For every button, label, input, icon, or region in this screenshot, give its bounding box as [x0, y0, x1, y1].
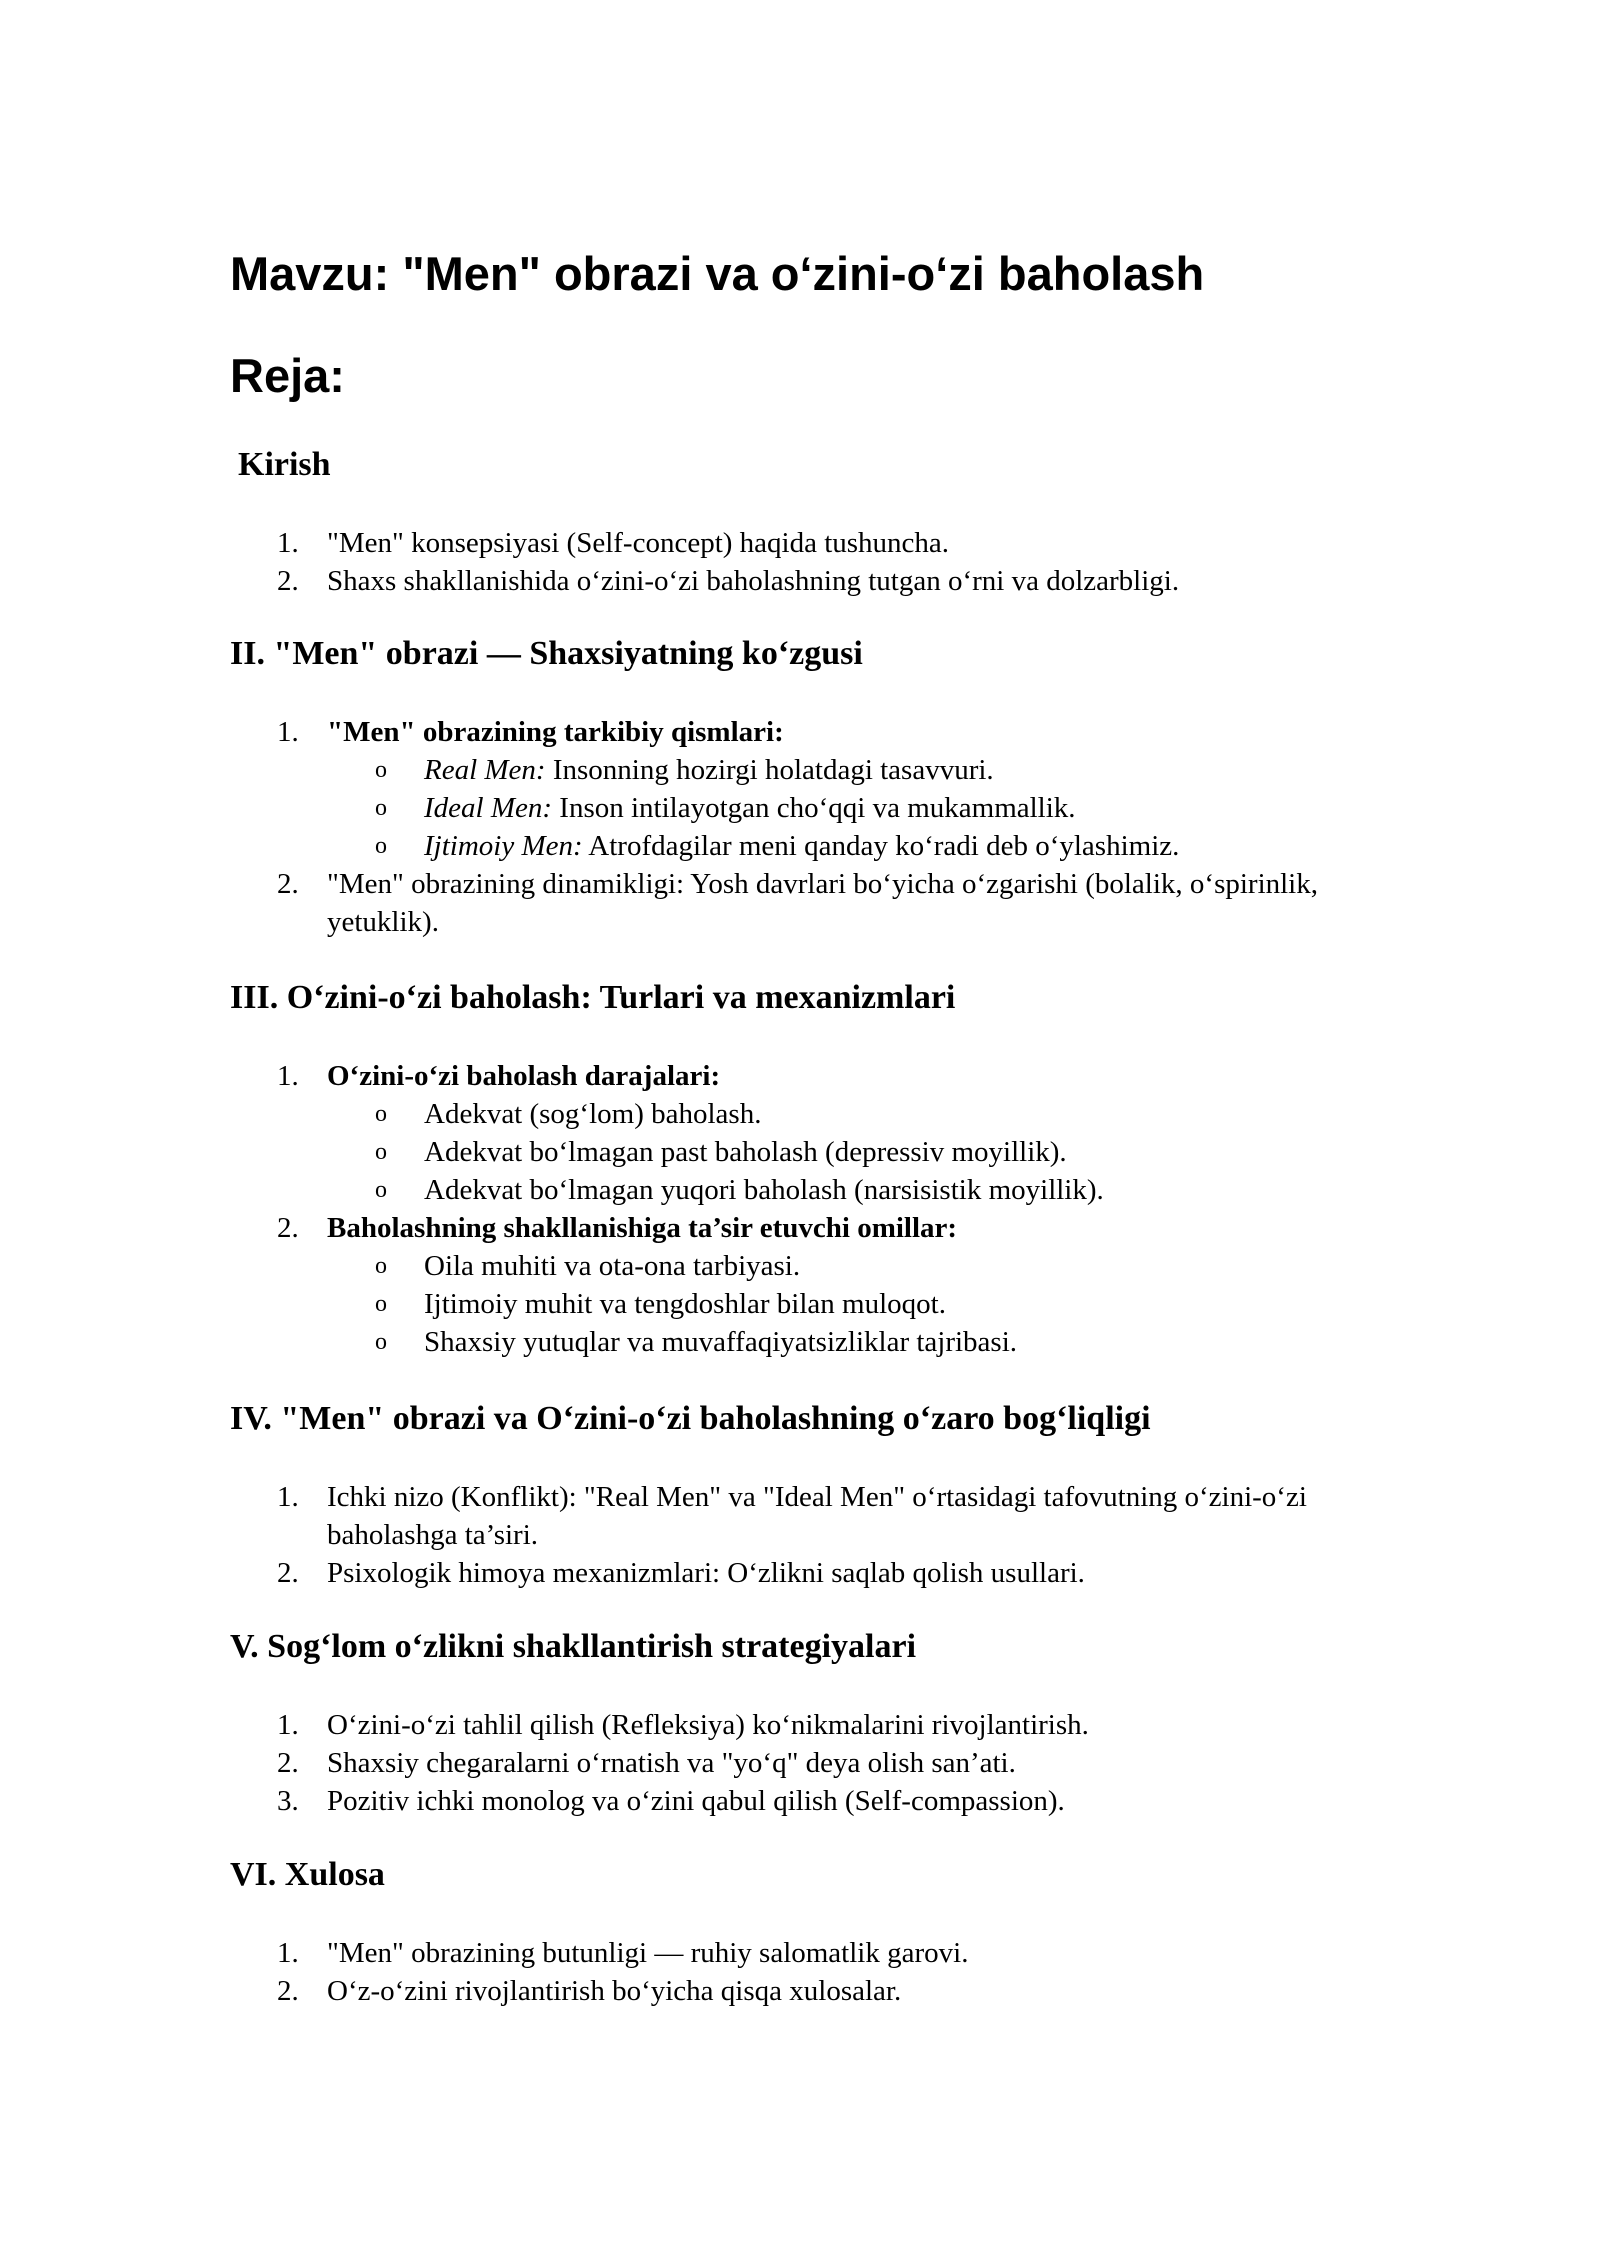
item-text: O‘zini-o‘zi tahlil qilish (Refleksiya) ko‘nikmalarini rivojlantirish.	[327, 1709, 1089, 1741]
item-text: "Men" konsepsiyasi (Self-concept) haqida tushuncha.	[327, 527, 950, 559]
section-heading-2: II. "Men" obrazi — Shaxsiyatning ko‘zgusi	[230, 635, 863, 672]
sub-item-text: Adekvat (sog‘lom) baholash.	[424, 1098, 762, 1130]
sub-item	[0, 1095, 1600, 1133]
list-item	[0, 1782, 1600, 1820]
item-number: 2.	[277, 565, 299, 597]
list-item	[0, 713, 1600, 751]
item-number: 2.	[277, 1975, 299, 2007]
section-3-list	[0, 1057, 1600, 1361]
item-number: 1.	[277, 1481, 299, 1513]
item-text: Shaxs shakllanishida o‘zini-o‘zi baholashning tutgan o‘rni va dolzarbligi.	[327, 565, 1180, 597]
list-item	[0, 562, 1600, 600]
item-text: "Men" obrazining butunligi — ruhiy salomatlik garovi.	[327, 1937, 969, 1969]
term: Ijtimoiy Men:	[424, 830, 583, 862]
item-number: 1.	[277, 1709, 299, 1741]
section-4-list	[0, 1478, 1600, 1592]
list-item	[0, 1744, 1600, 1782]
list-item	[0, 1554, 1600, 1592]
list-item-continuation	[0, 903, 1600, 941]
bullet: o	[375, 757, 387, 783]
bullet: o	[375, 1329, 387, 1355]
sub-item	[0, 1133, 1600, 1171]
sub-item	[0, 751, 1600, 789]
section-5-list	[0, 1706, 1600, 1820]
bullet: o	[375, 795, 387, 821]
item-text: Shaxsiy chegaralarni o‘rnatish va "yo‘q" deya olish san’ati.	[327, 1747, 1016, 1779]
section-heading-intro: Kirish	[238, 446, 331, 483]
item-number: 2.	[277, 1747, 299, 1779]
section-heading-5: V. Sog‘lom o‘zlikni shakllantirish strategiyalari	[230, 1628, 917, 1665]
bullet: o	[375, 1291, 387, 1317]
sub-item	[0, 1171, 1600, 1209]
section-6-list	[0, 1934, 1600, 2010]
section-heading-6: VI. Xulosa	[230, 1856, 385, 1893]
bullet: o	[375, 1101, 387, 1127]
sub-item-text: Ijtimoiy muhit va tengdoshlar bilan muloqot.	[424, 1288, 946, 1320]
sub-item	[0, 1285, 1600, 1323]
list-item	[0, 1209, 1600, 1247]
sub-item	[0, 789, 1600, 827]
list-item	[0, 524, 1600, 562]
sub-item	[0, 1247, 1600, 1285]
bullet: o	[375, 1253, 387, 1279]
list-item	[0, 1972, 1600, 2010]
sub-item-text: Oila muhiti va ota-ona tarbiyasi.	[424, 1250, 801, 1282]
section-heading-3: III. O‘zini-o‘zi baholash: Turlari va mexanizmlari	[230, 979, 956, 1016]
item-number: 3.	[277, 1785, 299, 1817]
item-number: 2.	[277, 868, 299, 900]
list-item	[0, 1478, 1600, 1516]
list-item	[0, 1057, 1600, 1095]
sub-item-text: Adekvat bo‘lmagan yuqori baholash (narsisistik moyillik).	[424, 1174, 1104, 1206]
item-text: "Men" obrazining tarkibiy qismlari:	[327, 716, 784, 748]
page-title: Mavzu: "Men" obrazi va o‘zini-o‘zi baholash	[230, 247, 1205, 300]
list-item-continuation	[0, 1516, 1600, 1554]
item-text-line: "Men" obrazining dinamikligi: Yosh davrlari bo‘yicha o‘zgarishi (bolalik, o‘spirinlik,	[327, 868, 1318, 900]
item-number: 1.	[277, 1937, 299, 1969]
item-text: Baholashning shakllanishiga ta’sir etuvchi omillar:	[327, 1212, 958, 1244]
section-2-list	[0, 713, 1600, 941]
sub-item	[0, 1323, 1600, 1361]
intro-list	[0, 524, 1600, 600]
term-text: Atrofdagilar meni qanday ko‘radi deb o‘ylashimiz.	[582, 830, 1180, 862]
bullet: o	[375, 833, 387, 859]
item-number: 2.	[277, 1212, 299, 1244]
item-text: O‘z-o‘zini rivojlantirish bo‘yicha qisqa xulosalar.	[327, 1975, 902, 2007]
item-number: 2.	[277, 1557, 299, 1589]
item-text: Pozitiv ichki monolog va o‘zini qabul qilish (Self-compassion).	[327, 1785, 1065, 1817]
sub-item	[0, 827, 1600, 865]
term: Ideal Men:	[424, 792, 553, 824]
plan-heading: Reja:	[230, 349, 345, 402]
item-text-line: baholashga ta’siri.	[327, 1519, 539, 1551]
item-text: Psixologik himoya mexanizmlari: O‘zlikni saqlab qolish usullari.	[327, 1557, 1085, 1589]
item-number: 1.	[277, 1060, 299, 1092]
list-item	[0, 865, 1600, 903]
item-text-line: yetuklik).	[327, 906, 439, 938]
item-number: 1.	[277, 716, 299, 748]
sub-item-text: Adekvat bo‘lmagan past baholash (depressiv moyillik).	[424, 1136, 1067, 1168]
list-item	[0, 1706, 1600, 1744]
bullet: o	[375, 1177, 387, 1203]
list-item	[0, 1934, 1600, 1972]
term-text: Inson intilayotgan cho‘qqi va mukammallik.	[552, 792, 1076, 824]
term-text: Insonning hozirgi holatdagi tasavvuri.	[545, 754, 994, 786]
item-text: O‘zini-o‘zi baholash darajalari:	[327, 1060, 721, 1092]
item-text-line: Ichki nizo (Konflikt): "Real Men" va "Ideal Men" o‘rtasidagi tafovutning o‘zini-o‘zi	[327, 1481, 1307, 1513]
term: Real Men:	[424, 754, 546, 786]
section-heading-4: IV. "Men" obrazi va O‘zini-o‘zi baholashning o‘zaro bog‘liqligi	[230, 1400, 1151, 1437]
bullet: o	[375, 1139, 387, 1165]
sub-item-text: Shaxsiy yutuqlar va muvaffaqiyatsizliklar tajribasi.	[424, 1326, 1018, 1358]
item-number: 1.	[277, 527, 299, 559]
